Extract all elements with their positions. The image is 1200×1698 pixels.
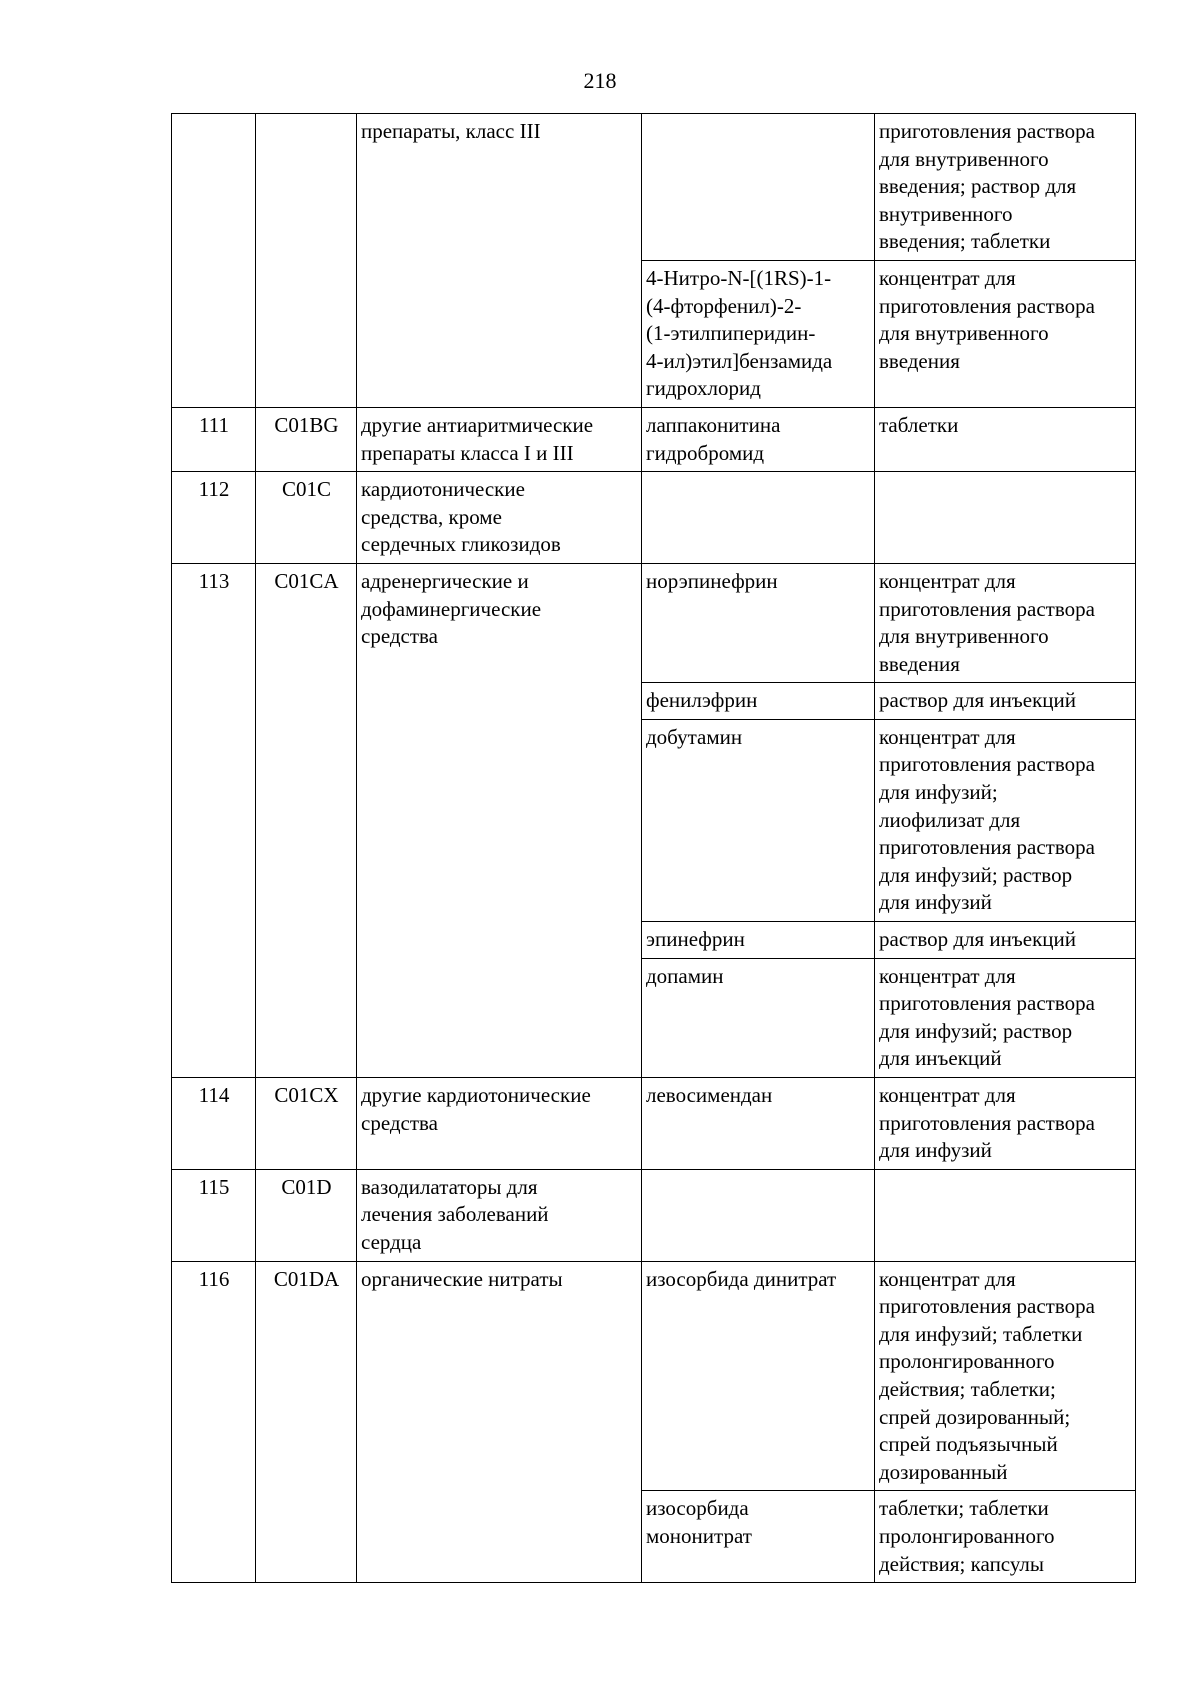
atc-code-cell [256, 472, 357, 564]
pharm-group-cell-text [361, 568, 638, 651]
dosage-form-cell-line: концентрат для [879, 265, 1016, 290]
drug-name-cell-line: 4-Нитро-N-[(1RS)-1- [646, 265, 832, 290]
row-number-cell-line: 115 [198, 1174, 230, 1199]
drug-name-cell [642, 1261, 875, 1491]
row-number-cell-text [176, 1082, 252, 1110]
row-number-cell-text [176, 412, 252, 440]
drug-name-cell [642, 114, 875, 261]
atc-code-cell-line: C01CX [274, 1083, 339, 1107]
drug-name-cell [642, 563, 875, 682]
atc-code-cell [256, 1169, 357, 1261]
dosage-form-cell-text [879, 963, 1132, 1073]
drug-name-cell [642, 260, 875, 407]
table-body [172, 114, 1136, 1583]
pharm-group-cell-line: другие антиаритмические [361, 412, 594, 437]
dosage-form-cell-line: дозированный [879, 1459, 1008, 1484]
drug-name-cell [642, 958, 875, 1077]
row-number-cell [172, 1078, 256, 1170]
dosage-form-cell-line: для инфузий; [879, 780, 998, 805]
row-number-cell-line: 113 [198, 568, 230, 593]
dosage-form-cell-line: приготовления раствора [879, 596, 1095, 621]
dosage-form-cell [875, 1169, 1136, 1261]
drug-name-cell-text [646, 265, 871, 403]
dosage-form-cell-text [879, 1266, 1132, 1487]
pharm-group-cell-line: средства [361, 624, 439, 649]
atc-code-cell-line: C01CA [274, 568, 339, 593]
dosage-form-cell [875, 472, 1136, 564]
dosage-form-cell-line: таблетки; таблетки [879, 1496, 1049, 1521]
dosage-form-cell-line: для внутривенного [879, 321, 1049, 346]
dosage-form-cell-line: таблетки [879, 412, 959, 437]
dosage-form-cell-line: концентрат для [879, 1266, 1016, 1291]
drug-name-cell [642, 1491, 875, 1583]
dosage-form-cell-line: пролонгированного [879, 1349, 1055, 1374]
dosage-form-cell-text [879, 568, 1132, 678]
atc-code-cell-text [260, 1266, 353, 1294]
pharm-group-cell-line: средства [361, 1110, 439, 1135]
drug-name-cell-line: гидрохлорид [646, 376, 761, 401]
drug-name-cell [642, 719, 875, 921]
dosage-form-cell-line: приготовления раствора [879, 1110, 1095, 1135]
drug-name-cell-text [646, 963, 871, 991]
dosage-form-cell [875, 1261, 1136, 1491]
pharm-group-cell-line: другие кардиотонические [361, 1083, 591, 1107]
pharm-group-cell-line: органические нитраты [361, 1266, 563, 1291]
dosage-form-cell-line: приготовления раствора [879, 1294, 1095, 1319]
dosage-form-cell-line: раствор для инъекций [879, 927, 1076, 952]
drug-name-cell-line: изосорбида [646, 1496, 749, 1521]
dosage-form-cell-line: приготовления раствора [879, 991, 1095, 1016]
dosage-form-cell-line: для инъекций [879, 1046, 1002, 1071]
drug-name-cell-line: (1-этилпиперидин- [646, 321, 816, 346]
drug-name-cell [642, 922, 875, 959]
dosage-form-cell [875, 407, 1136, 471]
row-number-cell [172, 563, 256, 1077]
dosage-form-cell-line: для внутривенного [879, 624, 1049, 649]
dosage-form-cell-line: действия; капсулы [879, 1551, 1045, 1576]
dosage-form-cell [875, 1491, 1136, 1583]
dosage-form-cell-line: приготовления раствора [879, 293, 1095, 318]
dosage-form-cell-line: для инфузий; таблетки [879, 1321, 1083, 1346]
dosage-form-cell-line: приготовления раствора [879, 119, 1095, 143]
drug-name-cell-line: добутамин [646, 724, 743, 749]
dosage-form-cell-text [879, 687, 1132, 715]
pharm-group-cell-text [361, 1266, 638, 1294]
dosage-form-cell-line: для инфузий [879, 890, 992, 915]
pharm-group-cell [357, 472, 642, 564]
row-number-cell [172, 407, 256, 471]
drug-name-cell-line: фенилэфрин [646, 688, 758, 713]
dosage-form-cell-line: лиофилизат для [879, 807, 1021, 832]
table-row [172, 1078, 1136, 1170]
drug-name-cell-text [646, 568, 871, 596]
dosage-form-cell [875, 1078, 1136, 1170]
dosage-form-cell-text [879, 724, 1132, 917]
drug-name-cell-text [646, 1266, 871, 1294]
pharm-group-cell-text [361, 1082, 638, 1137]
dosage-form-cell-line: введения [879, 651, 960, 676]
dosage-form-cell-line: для внутривенного [879, 146, 1049, 171]
pharm-group-cell-line: кардиотонические [361, 477, 525, 502]
row-number-cell [172, 472, 256, 564]
row-number-cell [172, 114, 256, 408]
dosage-form-cell [875, 563, 1136, 682]
drug-name-cell [642, 683, 875, 720]
dosage-form-cell-line: спрей дозированный; [879, 1404, 1071, 1429]
drug-name-cell-line: эпинефрин [646, 927, 745, 952]
page-number: 218 [583, 68, 617, 93]
pharm-group-cell [357, 1078, 642, 1170]
drug-name-cell-text [646, 1495, 871, 1550]
drug-name-cell [642, 1169, 875, 1261]
dosage-form-cell-line: для инфузий; раствор [879, 1018, 1073, 1043]
table-row [172, 563, 1136, 682]
dosage-form-cell-line: раствор для инъекций [879, 688, 1076, 713]
pharm-group-cell-line: сердечных гликозидов [361, 532, 561, 557]
drug-name-cell-line: изосорбида динитрат [646, 1266, 837, 1291]
dosage-form-cell-line: спрей подъязычный [879, 1432, 1058, 1457]
drug-name-cell-line: гидробромид [646, 440, 765, 465]
dosage-form-cell-text [879, 265, 1132, 375]
drug-name-cell-line: допамин [646, 963, 724, 988]
pharm-group-cell-text [361, 118, 638, 146]
drug-name-cell-line: норэпинефрин [646, 568, 778, 593]
drug-name-cell-line: (4-фторфенил)-2- [646, 293, 802, 318]
dosage-form-cell-text [879, 926, 1132, 954]
dosage-form-cell-line: введения; таблетки [879, 229, 1051, 254]
pharm-group-cell-line: лечения заболеваний [361, 1202, 549, 1227]
dosage-form-cell-line: пролонгированного [879, 1523, 1055, 1548]
drug-name-cell-text [646, 412, 871, 467]
atc-code-cell-text [260, 476, 353, 504]
dosage-form-cell-line: для инфузий [879, 1138, 992, 1163]
row-number-cell-line: 114 [198, 1083, 230, 1107]
atc-code-cell [256, 1261, 357, 1583]
dosage-form-cell-line: приготовления раствора [879, 835, 1095, 860]
table-row [172, 407, 1136, 471]
drug-name-cell-line: 4-ил)этил]бензамида [646, 348, 833, 373]
dosage-form-cell [875, 683, 1136, 720]
dosage-form-cell-text [879, 412, 1132, 440]
dosage-form-cell-line: концентрат для [879, 1083, 1016, 1107]
pharm-group-cell-text [361, 1174, 638, 1257]
drug-name-cell-text [646, 926, 871, 954]
table-row [172, 472, 1136, 564]
atc-code-cell-line: C01DA [273, 1266, 340, 1291]
dosage-form-cell-line: введения; раствор для [879, 174, 1077, 199]
drug-name-cell-line: мононитрат [646, 1523, 752, 1548]
pharm-group-cell-line: препараты, класс III [361, 119, 541, 143]
drug-name-cell [642, 472, 875, 564]
table-row [172, 1169, 1136, 1261]
pharm-group-cell-line: адренергические и [361, 568, 529, 593]
dosage-form-cell [875, 114, 1136, 261]
pharm-group-cell-text [361, 476, 638, 559]
pharm-group-cell-line: сердца [361, 1229, 422, 1254]
dosage-form-cell-line: приготовления раствора [879, 752, 1095, 777]
atc-code-cell-text [260, 568, 353, 596]
atc-code-cell-text [260, 1174, 353, 1202]
dosage-form-cell-line: внутривенного [879, 201, 1013, 226]
pharm-group-cell [357, 407, 642, 471]
row-number-cell-text [176, 1266, 252, 1294]
dosage-form-cell-line: для инфузий; раствор [879, 862, 1073, 887]
dosage-form-cell-text [879, 1082, 1132, 1165]
drug-name-cell-text [646, 687, 871, 715]
dosage-form-cell-text [879, 118, 1132, 256]
table-row [172, 114, 1136, 261]
drug-name-cell-line: левосимендан [646, 1083, 773, 1107]
atc-code-cell [256, 1078, 357, 1170]
dosage-form-cell-text [879, 1495, 1132, 1578]
atc-code-cell-text [260, 1082, 353, 1110]
atc-code-cell-text [260, 412, 353, 440]
drug-classification-table [171, 113, 1136, 1583]
row-number-cell [172, 1169, 256, 1261]
pharm-group-cell-line: дофаминергические [361, 596, 542, 621]
pharm-group-cell [357, 1261, 642, 1583]
row-number-cell-line: 112 [198, 477, 230, 502]
pharm-group-cell [357, 563, 642, 1077]
pharm-group-cell-text [361, 412, 638, 467]
drug-name-cell-line: лаппаконитина [646, 412, 781, 437]
row-number-cell-text [176, 1174, 252, 1202]
atc-code-cell [256, 114, 357, 408]
pharm-group-cell-line: средства, кроме [361, 504, 502, 529]
row-number-cell [172, 1261, 256, 1583]
pharm-group-cell [357, 114, 642, 408]
atc-code-cell-line: C01BG [274, 412, 339, 437]
dosage-form-cell-line: концентрат для [879, 568, 1016, 593]
atc-code-cell-line: C01D [281, 1174, 332, 1199]
pharm-group-cell-line: препараты класса I и III [361, 440, 574, 465]
row-number-cell-line: 116 [198, 1266, 230, 1291]
pharm-group-cell-line: вазодилататоры для [361, 1174, 538, 1199]
drug-name-cell [642, 407, 875, 471]
row-number-cell-text [176, 476, 252, 504]
dosage-form-cell-line: концентрат для [879, 724, 1016, 749]
row-number-cell-line: 111 [199, 412, 229, 437]
atc-code-cell-line: C01C [281, 477, 331, 502]
table-row [172, 1261, 1136, 1491]
dosage-form-cell-line: введения [879, 348, 960, 373]
dosage-form-cell-line: концентрат для [879, 963, 1016, 988]
atc-code-cell [256, 407, 357, 471]
dosage-form-cell [875, 922, 1136, 959]
dosage-form-cell-line: действия; таблетки; [879, 1376, 1056, 1401]
drug-name-cell [642, 1078, 875, 1170]
pharm-group-cell [357, 1169, 642, 1261]
drug-name-cell-text [646, 724, 871, 752]
dosage-form-cell [875, 719, 1136, 921]
atc-code-cell [256, 563, 357, 1077]
drug-name-cell-text [646, 1082, 871, 1110]
dosage-form-cell [875, 260, 1136, 407]
dosage-form-cell [875, 958, 1136, 1077]
row-number-cell-text [176, 568, 252, 596]
